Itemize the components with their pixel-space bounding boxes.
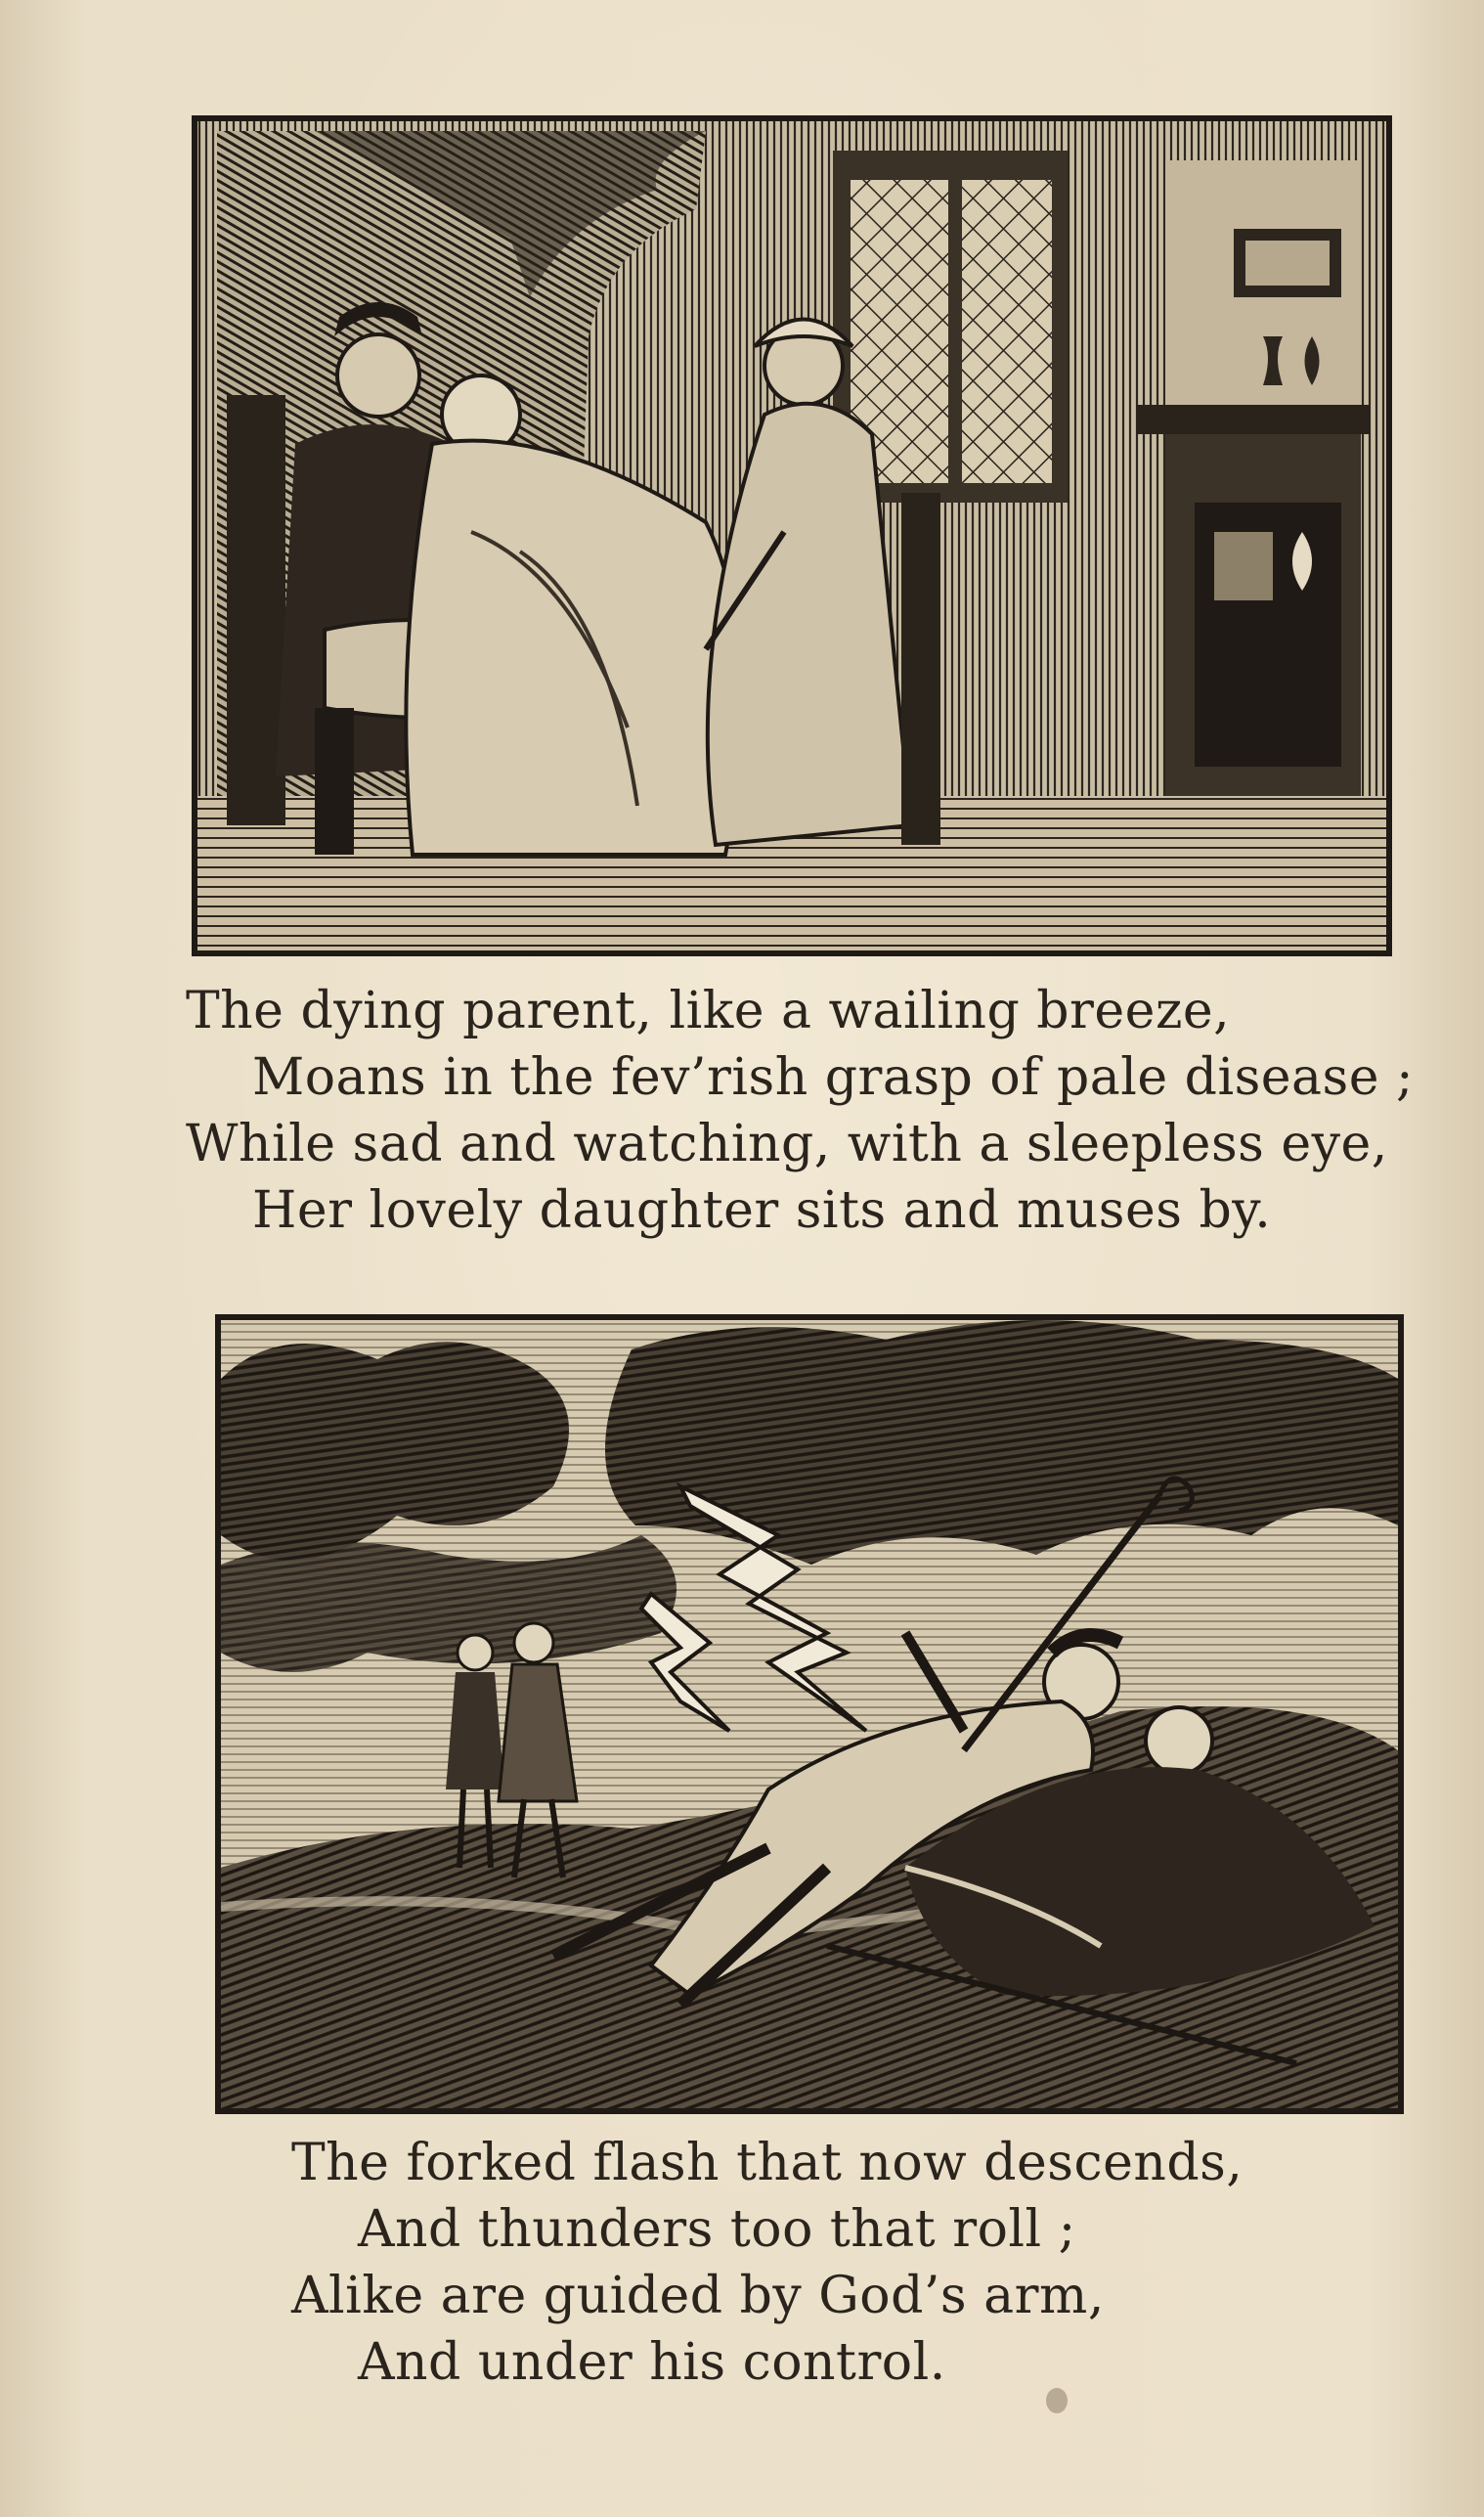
verse-line: Moans in the fev’rish grasp of pale disease ; [252, 1048, 1415, 1107]
ink-stain [1046, 2388, 1068, 2413]
verse-line: Her lovely daughter sits and muses by. [252, 1181, 1272, 1240]
verse-line: And thunders too that roll ; [358, 2200, 1076, 2259]
first-verse [186, 978, 1414, 1244]
storm-engraving [215, 1314, 1404, 2114]
verse-line: The forked flash that now descends, [291, 2134, 1244, 2192]
verse-line: While sad and watching, with a sleepless eye, [186, 1115, 1388, 1173]
second-verse [291, 2130, 1243, 2396]
storm-illustration [221, 1320, 1398, 2108]
verse-line: And under his control. [358, 2333, 946, 2392]
verse-line: The dying parent, like a wailing breeze, [186, 982, 1231, 1040]
sickroom-engraving [192, 115, 1392, 956]
verse-line: Alike are guided by God’s arm, [291, 2267, 1105, 2325]
sickroom-illustration [197, 121, 1386, 950]
